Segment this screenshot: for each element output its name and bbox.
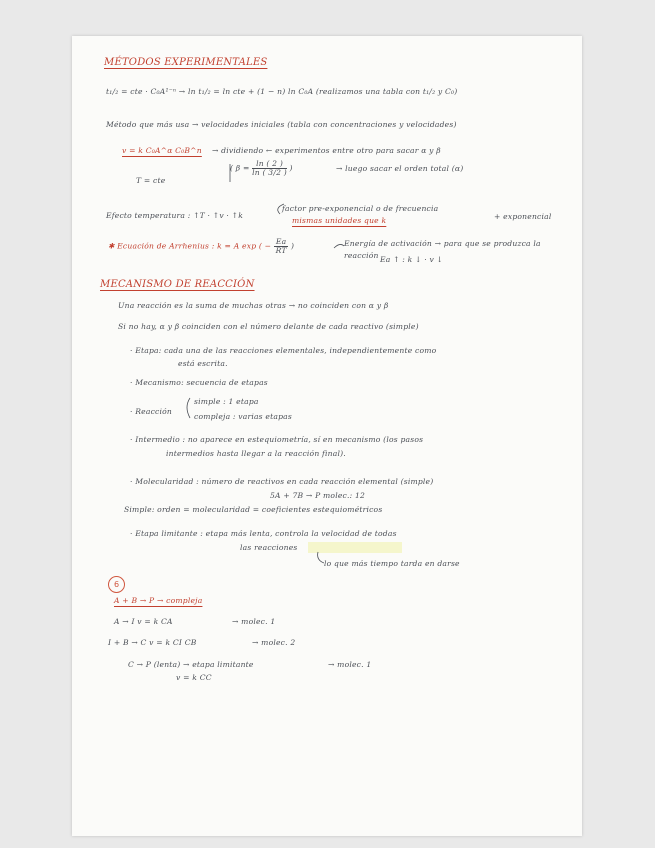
frequency-factor-note: factor pre-exponencial o de frecuencia: [282, 204, 439, 213]
step-1-molecularity: → molec. 1: [232, 617, 276, 626]
beta-numerator: ln ( 2 ): [252, 160, 287, 169]
simple-orden-note: Simple: orden = molecularidad = coeficientes estequiométricos: [124, 505, 383, 514]
method-description: Método que más usa → velocidades iniciales (tabla con concentraciones y velocidades): [106, 120, 457, 129]
order-note: → luego sacar el orden total (α): [336, 164, 464, 173]
beta-suffix: ): [289, 163, 293, 173]
step-3-reaction: C → P (lenta) → etapa limitante: [128, 660, 254, 669]
handwritten-annotations: [72, 36, 582, 836]
ea-denominator: RT: [275, 245, 287, 255]
mecanismo-line-1: Una reacción es la suma de muchas otras → no coinciden con α y β: [118, 301, 389, 310]
mecanismo-line-2: Si no hay, α y β coinciden con el número delante de cada reactivo (simple): [118, 322, 419, 331]
intermedio-definition: · Intermedio : no aparece en estequiometría, sí en mecanismo (los pasos: [130, 435, 424, 444]
ea-relation: Ea ↑ : k ↓ · v ↓: [380, 255, 444, 264]
tarda-note: lo que más tiempo tarda en darse: [324, 559, 460, 568]
step-2-reaction: I + B → C v = k CI CB: [108, 638, 197, 647]
intermedio-continuation: intermedios hasta llegar a la reacción final).: [166, 449, 346, 458]
mecanismo-definition: · Mecanismo: secuencia de etapas: [130, 378, 268, 387]
etapa-definition: · Etapa: cada una de las reacciones elementales, independientemente como: [130, 346, 437, 355]
example-number-circle: 6: [108, 576, 125, 593]
beta-prefix: ( β =: [230, 163, 250, 173]
etapa-continuation: está escrita.: [178, 359, 228, 368]
etapa-limitante-definition: · Etapa limitante : etapa más lenta, controla la velocidad de todas: [130, 529, 397, 538]
etapa-limitante-continuation: las reacciones: [240, 543, 298, 552]
temperature-constant: T = cte: [136, 176, 166, 185]
units-note: mismas unidades que k: [292, 216, 387, 225]
notebook-page: [72, 36, 582, 836]
example-reaction: A + B → P → compleja: [114, 596, 203, 605]
activation-energy-note: Energía de activación → para que se produzca la reacción: [344, 239, 541, 260]
exponential-note: + exponencial: [494, 212, 552, 221]
rate-law-note: → dividiendo ← experimentos entre otro para sacar α y β: [212, 146, 441, 155]
reaccion-simple: simple : 1 etapa: [194, 397, 259, 406]
arrhenius-label: ✱ Ecuación de Arrhenius : k = A exp ( −: [108, 241, 272, 251]
molecularidad-definition: · Molecularidad : número de reactivos en cada reacción elemental (simple): [130, 477, 434, 486]
ea-numerator: Ea: [275, 237, 287, 246]
step-3-rate: v = k CC: [176, 673, 212, 682]
reaccion-label: · Reacción: [130, 407, 172, 416]
arrhenius-close: ): [290, 241, 295, 251]
reaccion-compleja: compleja : varias etapas: [194, 412, 292, 421]
molecularidad-example: 5A + 7B → P molec.: 12: [270, 491, 366, 500]
step-3-molecularity: → molec. 1: [328, 660, 372, 669]
section-title-metodos: MÉTODOS EXPERIMENTALES: [104, 57, 268, 68]
rate-law: v = k C₀A^α C₀B^n: [122, 146, 202, 155]
beta-denominator: ln ( 3/2 ): [252, 167, 287, 177]
temperature-effect: Efecto temperatura : ↑T · ↑v · ↑k: [106, 211, 244, 220]
half-life-equation: t₁/₂ = cte · C₀A¹⁻ⁿ → ln t₁/₂ = ln cte + (1 − n) ln C₀A (realizamos una tabla con t₁/₂ y C₀): [106, 87, 458, 96]
step-1-reaction: A → I v = k CA: [114, 617, 173, 626]
section-title-mecanismo: MECANISMO DE REACCIÓN: [100, 279, 255, 290]
step-2-molecularity: → molec. 2: [252, 638, 296, 647]
